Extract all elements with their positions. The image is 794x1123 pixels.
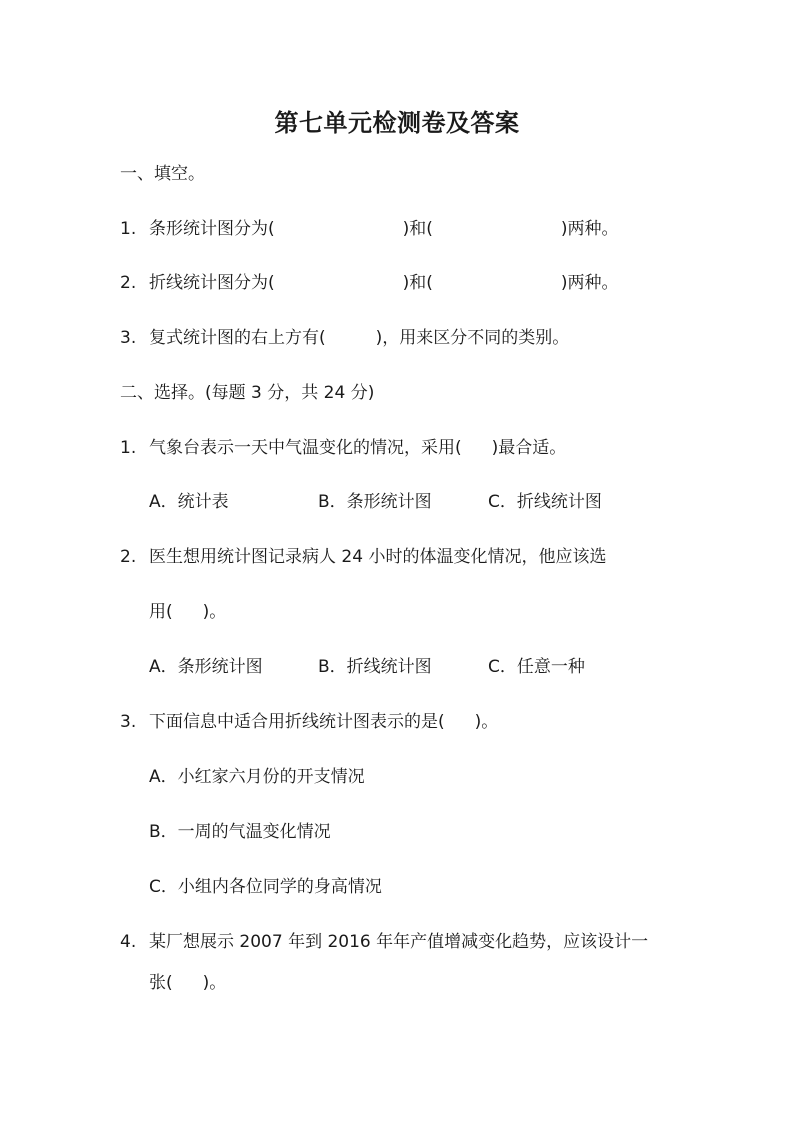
question-text-part: )最合适。 — [491, 438, 567, 458]
question-text-part: )和( — [402, 273, 433, 293]
question-text-part: )。 — [474, 712, 499, 732]
choice-option-c[interactable]: C．任意一种 — [488, 657, 585, 677]
question-text: 某厂想展示 2007 年到 2016 年年产值增减变化趋势，应该设计一 — [149, 932, 649, 952]
choice-option-b[interactable]: B．一周的气温变化情况 — [149, 822, 331, 842]
question-number: 4. — [120, 932, 137, 952]
question-text-continued — [149, 972, 226, 994]
question-text — [149, 218, 619, 240]
choice-option-b[interactable]: B．折线统计图 — [318, 657, 432, 677]
choice-option-a[interactable]: A．小红家六月份的开支情况 — [149, 767, 365, 787]
question-text-part: )两种。 — [560, 219, 619, 239]
question-text-part: 用( — [149, 602, 173, 622]
question-text-part: 气象台表示一天中气温变化的情况，采用( — [149, 438, 462, 458]
page-title: 第七单元检测卷及答案 — [274, 109, 520, 137]
question-text: 医生想用统计图记录病人 24 小时的体温变化情况，他应该选 — [149, 547, 607, 567]
question-text — [149, 272, 619, 294]
question-text — [149, 711, 498, 733]
question-number: 3. — [120, 712, 137, 732]
question-text-part: )。 — [202, 973, 227, 993]
choice-option-c[interactable]: C．折线统计图 — [488, 492, 602, 512]
choice-option-b[interactable]: B．条形统计图 — [318, 492, 432, 512]
question-number: 1. — [120, 219, 137, 239]
section-heading-multiple-choice: 二、选择。(每题 3 分，共 24 分) — [120, 383, 375, 403]
question-text-continued — [149, 601, 226, 623]
choice-option-c[interactable]: C．小组内各位同学的身高情况 — [149, 877, 382, 897]
choice-option-a[interactable]: A．条形统计图 — [149, 657, 263, 677]
question-text-part: )和( — [402, 219, 433, 239]
question-text-part: 复式统计图的右上方有( — [149, 328, 326, 348]
question-text-part: 条形统计图分为( — [149, 219, 275, 239]
question-number: 2. — [120, 547, 137, 567]
question-text-part: 折线统计图分为( — [149, 273, 275, 293]
question-text-part: 下面信息中适合用折线统计图表示的是( — [149, 712, 445, 732]
question-number: 1. — [120, 438, 137, 458]
question-text — [149, 327, 569, 349]
question-text — [149, 437, 566, 459]
question-text-part: )。 — [202, 602, 227, 622]
question-number: 3. — [120, 328, 137, 348]
section-heading-fill-in: 一、填空。 — [120, 164, 205, 184]
choice-option-a[interactable]: A．统计表 — [149, 492, 229, 512]
question-number: 2. — [120, 273, 137, 293]
question-text-part: )两种。 — [560, 273, 619, 293]
question-text-part: )，用来区分不同的类别。 — [375, 328, 570, 348]
question-text-part: 张( — [149, 973, 173, 993]
